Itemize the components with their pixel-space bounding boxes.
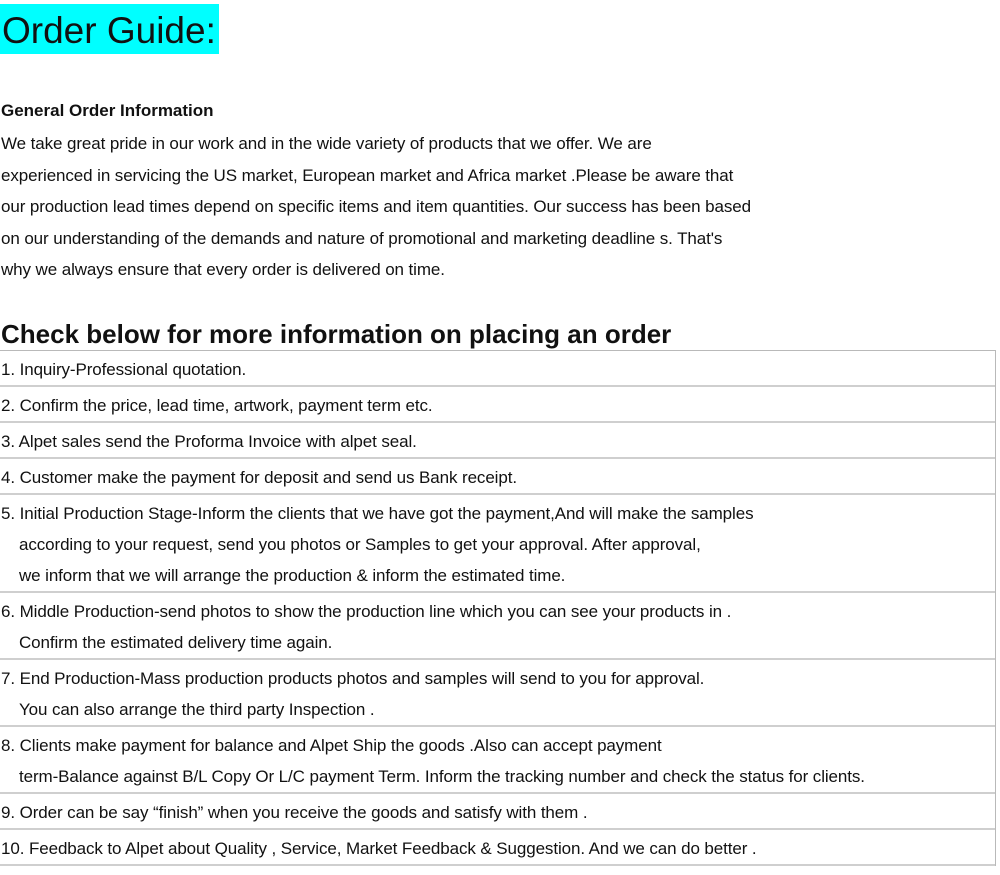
general-info-heading: General Order Information bbox=[1, 101, 214, 120]
paragraph-line: why we always ensure that every order is delivered on time. bbox=[1, 260, 445, 279]
paragraph-line: We take great pride in our work and in the wide variety of products that we offer. We are bbox=[1, 134, 652, 153]
step-text-line: 10. Feedback to Alpet about Quality , Service, Market Feedback & Suggestion. And we can do better . bbox=[1, 839, 757, 858]
paragraph-line: our production lead times depend on specific items and item quantities. Our success has been based bbox=[1, 197, 751, 216]
order-step-8 bbox=[0, 727, 995, 794]
order-steps-heading: Check below for more information on placing an order bbox=[1, 319, 672, 349]
order-step-10 bbox=[0, 830, 995, 866]
order-step-6 bbox=[0, 593, 995, 660]
step-text-line: 3. Alpet sales send the Proforma Invoice with alpet seal. bbox=[1, 432, 417, 451]
step-text-line: we inform that we will arrange the production & inform the estimated time. bbox=[19, 566, 566, 585]
step-text-line: term-Balance against B/L Copy Or L/C payment Term. Inform the tracking number and check the status for clients. bbox=[19, 767, 865, 786]
step-text-line: 9. Order can be say “finish” when you receive the goods and satisfy with them . bbox=[1, 803, 588, 822]
step-text-line: 1. Inquiry-Professional quotation. bbox=[1, 360, 247, 379]
order-step-5 bbox=[0, 495, 995, 593]
step-text-line: 7. End Production-Mass production products photos and samples will send to you for approval. bbox=[1, 669, 705, 688]
step-text-line: 6. Middle Production-send photos to show the production line which you can see your products in . bbox=[1, 602, 732, 621]
order-step-9 bbox=[0, 794, 995, 830]
paragraph-line: experienced in servicing the US market, European market and Africa market .Please be aware that bbox=[1, 165, 734, 185]
paragraph-line: on our understanding of the demands and nature of promotional and marketing deadline s. That's bbox=[1, 228, 723, 248]
step-text-line: You can also arrange the third party Inspection . bbox=[19, 700, 375, 719]
step-text-line: 5. Initial Production Stage-Inform the clients that we have got the payment,And will make the samples bbox=[1, 504, 754, 523]
order-step-1 bbox=[0, 351, 995, 387]
order-step-4 bbox=[0, 459, 995, 495]
general-info-paragraph bbox=[1, 128, 981, 286]
step-text-line: 8. Clients make payment for balance and Alpet Ship the goods .Also can accept payment bbox=[1, 736, 662, 755]
order-steps-list bbox=[0, 350, 996, 866]
order-step-7 bbox=[0, 660, 995, 727]
order-step-3 bbox=[0, 423, 995, 459]
page-title: Order Guide: bbox=[0, 4, 219, 54]
step-text-line: Confirm the estimated delivery time again. bbox=[19, 633, 333, 652]
step-text-line: 2. Confirm the price, lead time, artwork, payment term etc. bbox=[1, 396, 433, 415]
order-step-2 bbox=[0, 387, 995, 423]
step-text-line: 4. Customer make the payment for deposit and send us Bank receipt. bbox=[1, 468, 517, 487]
step-text-line: according to your request, send you photos or Samples to get your approval. After approval, bbox=[19, 535, 701, 554]
